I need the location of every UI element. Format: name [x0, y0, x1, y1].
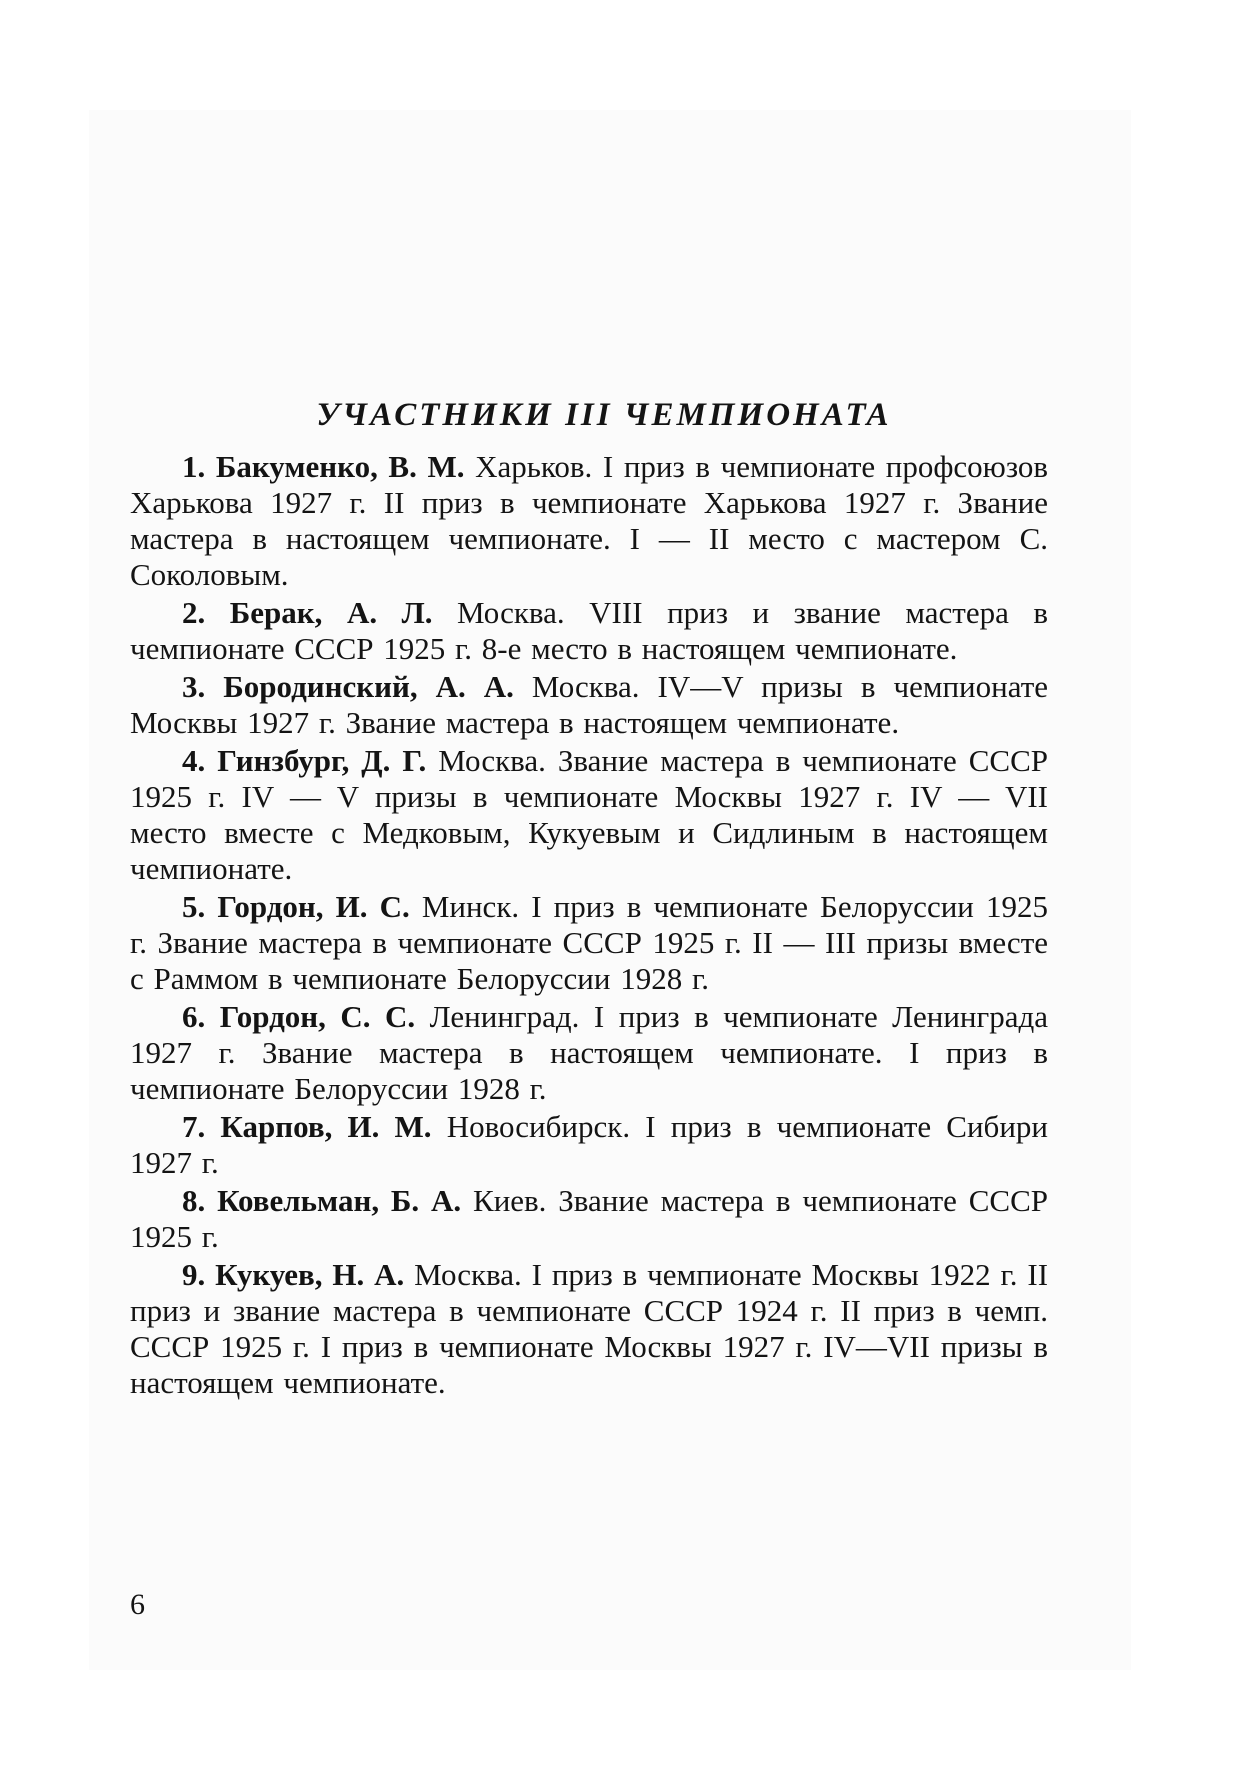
participant-details: Харьков. I приз в чемпионате профсоюзов Харькова 1927 г. II приз в чемпионате Харькова 1927 г. Звание мастера в настоящем чемпионате. I — II место с мастером С. Соколовым.: [130, 449, 1049, 592]
participant-name: Берак, А. Л.: [229, 595, 433, 630]
participant-details: Новосибирск. I приз в чемпионате Сибири 1927 г.: [130, 1109, 1049, 1180]
participant-entry: [130, 1257, 1048, 1401]
participant-entry: [130, 1109, 1048, 1181]
participant-entry: [130, 595, 1048, 667]
participant-entry: [130, 743, 1048, 887]
entry-number: 1.: [182, 449, 206, 484]
section-heading: УЧАСТНИКИ III ЧЕМПИОНАТА: [316, 397, 892, 433]
participant-name: Гинзбург, Д. Г.: [217, 743, 427, 778]
participant-name: Бакуменко, В. М.: [215, 449, 465, 484]
participant-name: Ковельман, Б. А.: [217, 1183, 462, 1218]
page-number: 6: [130, 1588, 145, 1621]
participant-details: Москва. I приз в чемпионате Москвы 1922 г. II приз и звание мастера в чемпионате СССР 1924 г. II приз в чемп. СССР 1925 г. I приз в чемпионате Москвы 1927 г. IV—VII призы в настоящем чемпионате.: [130, 1257, 1049, 1400]
entry-number: 5.: [182, 889, 206, 924]
entry-number: 7.: [182, 1109, 206, 1144]
participant-details: Киев. Звание мастера в чемпионате СССР 1925 г.: [130, 1183, 1049, 1254]
entry-number: 3.: [182, 669, 206, 704]
participant-entry: [130, 1183, 1048, 1255]
participant-details: Ленинград. I приз в чемпионате Ленинграда 1927 г. Звание мастера в настоящем чемпионате. I приз в чемпионате Белоруссии 1928 г.: [130, 999, 1049, 1106]
participant-name: Гордон, И. С.: [217, 889, 410, 924]
participant-entry: [130, 889, 1048, 997]
participant-details: Москва. IV—V призы в чемпионате Москвы 1927 г. Звание мастера в настоящем чемпионате.: [130, 669, 1049, 740]
entry-number: 4.: [182, 743, 206, 778]
participant-details: Москва. VIII приз и звание мастера в чемпионате СССР 1925 г. 8-е место в настоящем чемпионате.: [130, 595, 1049, 666]
entry-number: 8.: [182, 1183, 206, 1218]
participant-name: Гордон, С. С.: [219, 999, 416, 1034]
page-content: [130, 395, 1048, 1403]
participant-entry: [130, 999, 1048, 1107]
participant-name: Карпов, И. М.: [220, 1109, 432, 1144]
entry-number: 2.: [182, 595, 206, 630]
participant-name: Бородинский, А. А.: [223, 669, 514, 704]
participant-entry: [130, 449, 1048, 593]
entry-number: 9.: [182, 1257, 206, 1292]
participant-details: Москва. Звание мастера в чемпионате СССР 1925 г. IV — V призы в чемпионате Москвы 1927 г. IV — VII место вместе с Медковым, Кукуевым и Сидлиным в настоящем чемпионате.: [130, 743, 1049, 886]
entry-number: 6.: [182, 999, 206, 1034]
participant-name: Кукуев, Н. А.: [215, 1257, 405, 1292]
participants-list: [130, 449, 1048, 1401]
participant-details: Минск. I приз в чемпионате Белоруссии 1925 г. Звание мастера в чемпионате СССР 1925 г. II — III призы вместе с Раммом в чемпионате Белоруссии 1928 г.: [130, 889, 1048, 996]
participant-entry: [130, 669, 1048, 741]
